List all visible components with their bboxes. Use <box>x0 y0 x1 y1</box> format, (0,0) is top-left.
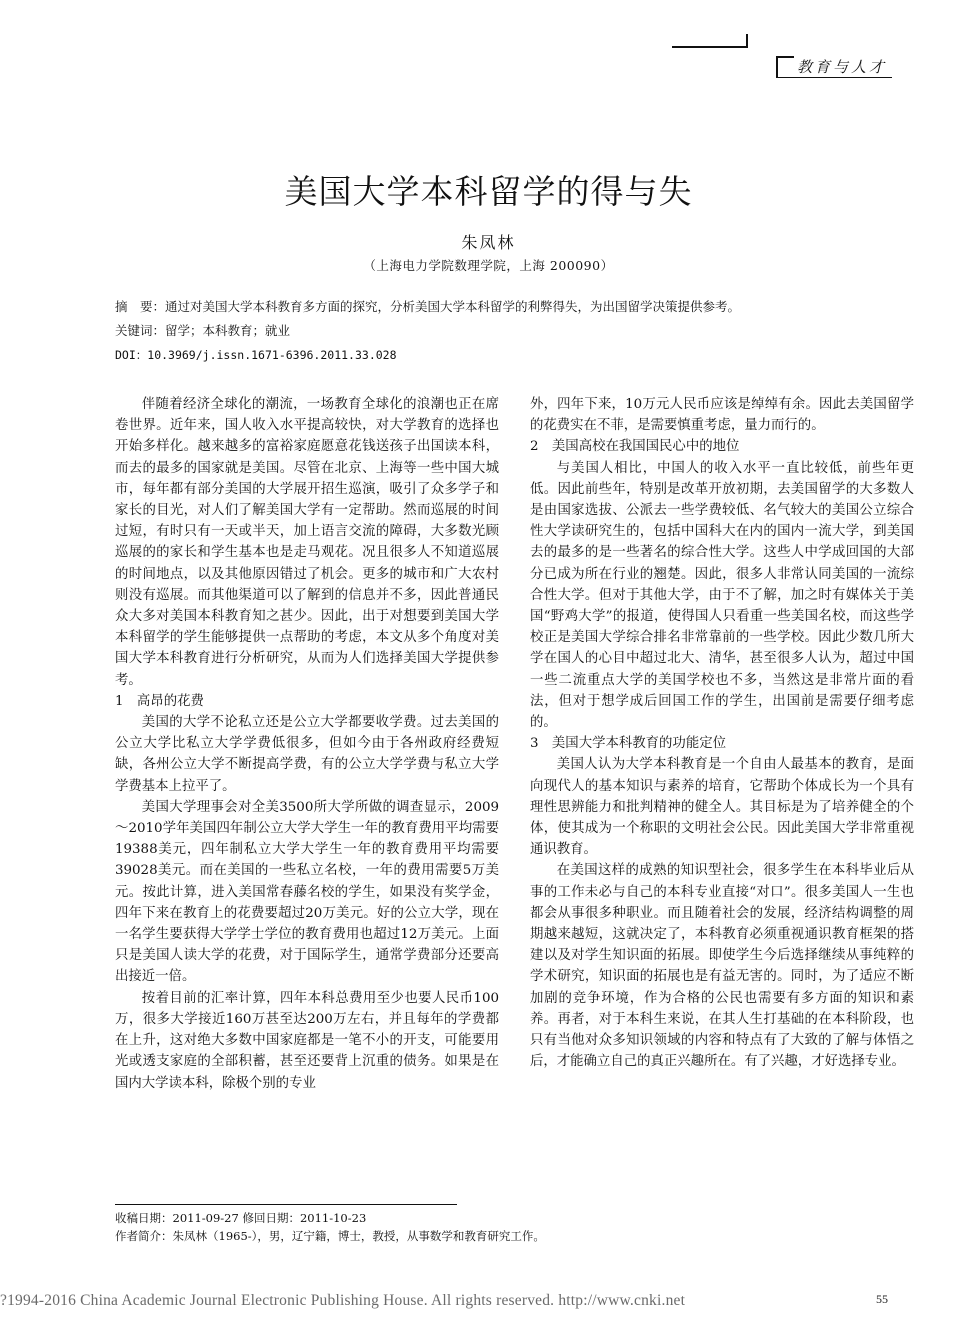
right-column <box>530 394 914 1073</box>
page-number: 55 <box>876 1292 888 1306</box>
section-heading-1: 1 高昂的花费 <box>115 693 204 709</box>
body-paragraph: 美国人认为大学本科教育是一个自由人最基本的教育，是面向现代人的基本知识与素养的培育，它帮助个体成长为一个具有理性思辨能力和批判精神的健全人。其目标是为了培养健全的个体，使其成为一个称职的文明社会公民。因此美国大学非常重视通识教育。 <box>530 757 914 858</box>
left-column <box>115 394 499 1094</box>
footnote-rule <box>115 1204 457 1205</box>
keywords: 关键词：留学；本科教育；就业 <box>115 323 291 338</box>
copyright-watermark: ?1994-2016 China Academic Journal Electronic Publishing House. All rights reserved. http://www.cnki.net <box>0 1292 686 1309</box>
doi: DOI：10.3969/j.issn.1671-6396.2011.33.028 <box>115 348 397 362</box>
header-rule-left <box>672 46 748 48</box>
abstract: 摘 要：通过对美国大学本科教育多方面的探究，分析美国大学本科留学的利弊得失，为出国留学决策提供参考。 <box>115 299 741 314</box>
article-author: 朱凤林 <box>461 233 516 252</box>
body-paragraph: 在美国这样的成熟的知识型社会，很多学生在本科毕业后从事的工作未必与自己的本科专业直接“对口”。很多美国人一生也都会从事很多种职业。而且随着社会的发展，经济结构调整的周期越来越短，这就决定了，本科教育必须重视通识教育框架的搭建以及对学生知识面的拓展。即使学生今后选择继续从事纯粹的学术研究，知识面的拓展也是有益无害的。同时，为了适应不断加剧的竞争环境，作为合格的公民也需要有多方面的知识和素养。再者，对于本科生来说，在其人生打基础的在本科阶段，也只有当他对众多知识领域的内容和特点有了大致的了解与体悟之后，才能确立自己的真正兴趣所在。有了兴趣，才好选择专业。 <box>530 863 914 1070</box>
running-header-section: 教育与人才 <box>797 58 888 76</box>
header-bracket-side <box>776 56 778 78</box>
header-rule-vertical <box>746 34 748 48</box>
body-paragraph: 美国的大学不论私立还是公立大学都要收学费。过去美国的公立大学比私立大学学费低很多，但如今由于各州政府经费短缺，各州公立大学不断提高学费，有的公立大学学费与私立大学学费基本上拉平了。 <box>115 715 499 794</box>
header-bracket-top <box>776 56 794 58</box>
body-paragraph: 与美国人相比，中国人的收入水平一直比较低，前些年更低。因此前些年，特别是改革开放初期，去美国留学的大多数人是由国家选拔、公派去一些学费较低、名气较大的美国公立综合性大学读研究生的，包括中国科大在内的国内一流大学，到美国去的最多的是一些著名的综合性大学。这些人中学成回国的大部分已成为所在行业的翘楚。因此，很多人非常认同美国的一流综合性大学。但对于其他大学，由于不了解，加之时有媒体关于美国“野鸡大学”的报道，使得国人只看重一些美国名校，而这些学校正是美国大学综合排名非常靠前的一些学校。因此少数几所大学在国人的心目中超过北大、清华，甚至很多人认为，超过中国一些二流重点大学的美国学校也不多，当然这是非常片面的看法，但对于想学成后回国工作的学生，出国前是需要仔细考虑的。 <box>530 460 914 731</box>
footnote-dates: 收稿日期：2011-09-27 修回日期：2011-10-23 <box>115 1211 367 1225</box>
body-paragraph: 美国大学理事会对全美3500所大学所做的调查显示，2009～2010学年美国四年制公立大学大学生一年的教育费用平均需要19388美元，四年制私立大学大学生一年的教育费用平均需要39028美元。而在美国的一些私立名校，一年的费用需要5万美元。按此计算，进入美国常春藤名校的学生，如果没有奖学金，四年下来在教育上的花费要超过20万美元。好的公立大学，现在一名学生要获得大学学士学位的教育费用也超过12万美元。上面只是美国人读大学的花费，对于国际学生，通常学费部分还要高出接近一倍。 <box>115 799 499 985</box>
body-paragraph: 按着目前的汇率计算，四年本科总费用至少也要人民币100万，很多大学接近160万甚至达200万左右，并且每年的学费都在上升，这对绝大多数中国家庭都是一笔不小的开支，可能要用光或透支家庭的全部积蓄，甚至还要背上沉重的债务。如果是在国内大学读本科，除极个别的专业 <box>115 990 499 1091</box>
author-affiliation: （上海电力学院数理学院，上海 200090） <box>363 258 614 273</box>
header-underline <box>778 77 892 78</box>
section-heading-2: 2 美国高校在我国国民心中的地位 <box>530 439 740 455</box>
intro-paragraph: 伴随着经济全球化的潮流，一场教育全球化的浪潮也正在席卷世界。近年来，国人收入水平提高较快，对大学教育的选择也开始多样化。越来越多的富裕家庭愿意花钱送孩子出国读本科，而去的最多的国家就是美国。尽管在北京、上海等一些中国大城市，每年都有部分美国的大学展开招生巡演，吸引了众多学子和家长的目光，对人们了解美国大学有一定帮助。然而巡展的时间过短，有时只有一天或半天，加上语言交流的障碍，大多数光顾巡展的的家长和学生基本也是走马观花。况且很多人不知道巡展的时间地点，以及其他原因错过了机会。更多的城市和广大农村则没有巡展。而其他渠道可以了解到的信息并不多，因此普通民众大多对美国本科教育知之甚少。因此，出于对想要到美国大学本科留学的学生能够提供一点帮助的考虑，本文从多个角度对美国大学本科教育进行分析研究，从而为人们选择美国大学提供参考。 <box>115 397 499 688</box>
body-paragraph-continued: 外，四年下来，10万元人民币应该是绰绰有余。因此去美国留学的花费实在不菲，是需要慎重考虑，量力而行的。 <box>530 397 914 434</box>
footnote-author-bio: 作者简介：朱凤林（1965-），男，辽宁籍，博士，教授，从事数学和教育研究工作。 <box>115 1229 545 1243</box>
article-title: 美国大学本科留学的得与失 <box>284 172 693 211</box>
section-heading-3: 3 美国大学本科教育的功能定位 <box>530 736 726 752</box>
